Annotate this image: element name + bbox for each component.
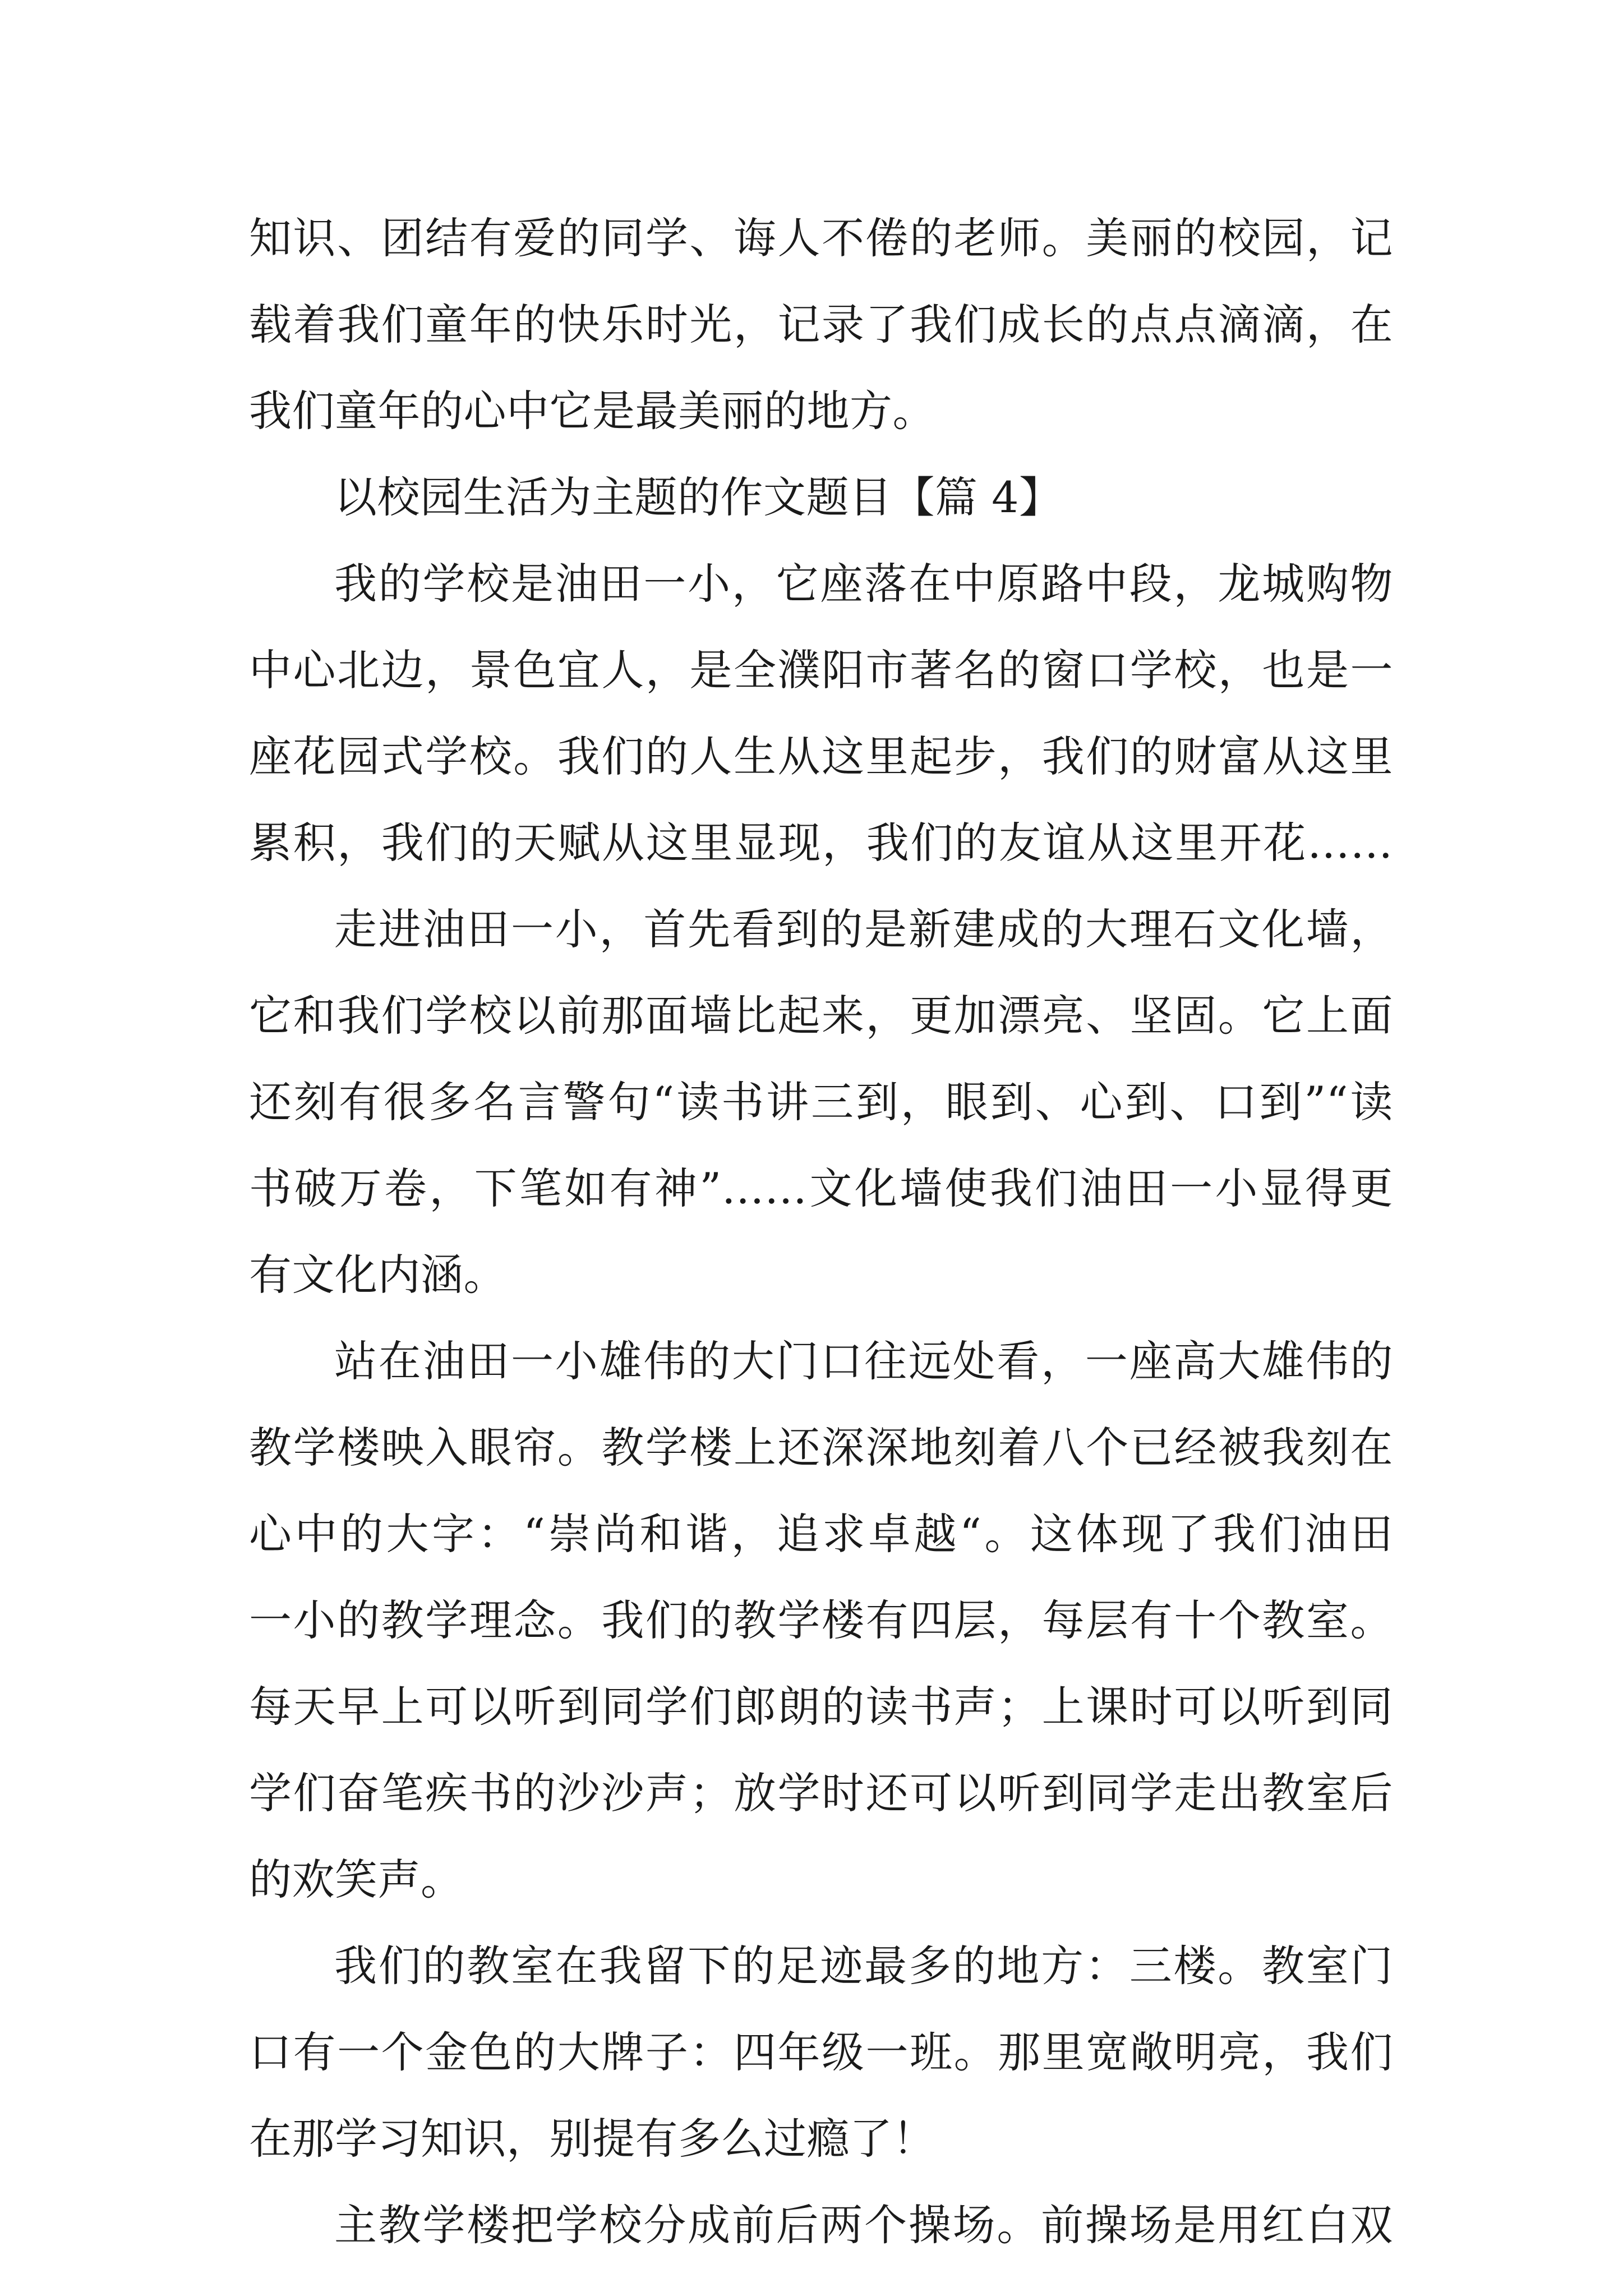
text-line: 走进油田一小，首先看到的是新建成的大理石文化墙， (334, 904, 1393, 954)
text-line: 它和我们学校以前那面墙比起来，更加漂亮、坚固。它上面 (249, 991, 1393, 1041)
body-text (249, 195, 1393, 2269)
text-line: 还刻有很多名言警句“读书讲三到，眼到、心到、口到”“读 (249, 1077, 1393, 1127)
text-line: 口有一个金色的大牌子：四年级一班。那里宽敞明亮，我们 (249, 2027, 1393, 2077)
text-line: 我们的教室在我留下的足迹最多的地方：三楼。教室门 (334, 1941, 1393, 1991)
text-line: 载着我们童年的快乐时光，记录了我们成长的点点滴滴，在 (249, 300, 1393, 349)
text-line: 主教学楼把学校分成前后两个操场。前操场是用红白双 (334, 2200, 1393, 2250)
text-line: 心中的大字：“崇尚和谐，追求卓越“。这体现了我们油田 (249, 1509, 1393, 1559)
text-line: 站在油田一小雄伟的大门口往远处看，一座高大雄伟的 (334, 1336, 1393, 1386)
text-line: 知识、团结有爱的同学、诲人不倦的老师。美丽的校园，记 (249, 213, 1393, 263)
text-line: 学们奋笔疾书的沙沙声；放学时还可以听到同学走出教室后 (249, 1768, 1393, 1818)
text-line: 座花园式学校。我们的人生从这里起步，我们的财富从这里 (249, 731, 1393, 781)
text-line: 以校园生活为主题的作文题目【篇 4】 (334, 472, 1062, 522)
text-line: 的欢笑声。 (249, 1855, 464, 1904)
text-line: 累积，我们的天赋从这里显现，我们的友谊从这里开花…… (249, 818, 1393, 868)
text-line: 一小的教学理念。我们的教学楼有四层，每层有十个教室。 (249, 1595, 1393, 1645)
text-line: 中心北边，景色宜人，是全濮阳市著名的窗口学校，也是一 (249, 645, 1393, 695)
text-line: 我的学校是油田一小，它座落在中原路中段，龙城购物 (334, 559, 1393, 609)
text-line: 我们童年的心中它是最美丽的地方。 (249, 386, 935, 436)
text-line: 书破万卷，下笔如有神”……文化墙使我们油田一小显得更 (249, 1163, 1393, 1213)
text-line: 每天早上可以听到同学们郎朗的读书声；上课时可以听到同 (249, 1682, 1393, 1732)
text-line: 在那学习知识，别提有多么过瘾了！ (249, 2114, 935, 2164)
text-line: 教学楼映入眼帘。教学楼上还深深地刻着八个已经被我刻在 (249, 1423, 1393, 1473)
text-line: 有文化内涵。 (249, 1250, 506, 1300)
